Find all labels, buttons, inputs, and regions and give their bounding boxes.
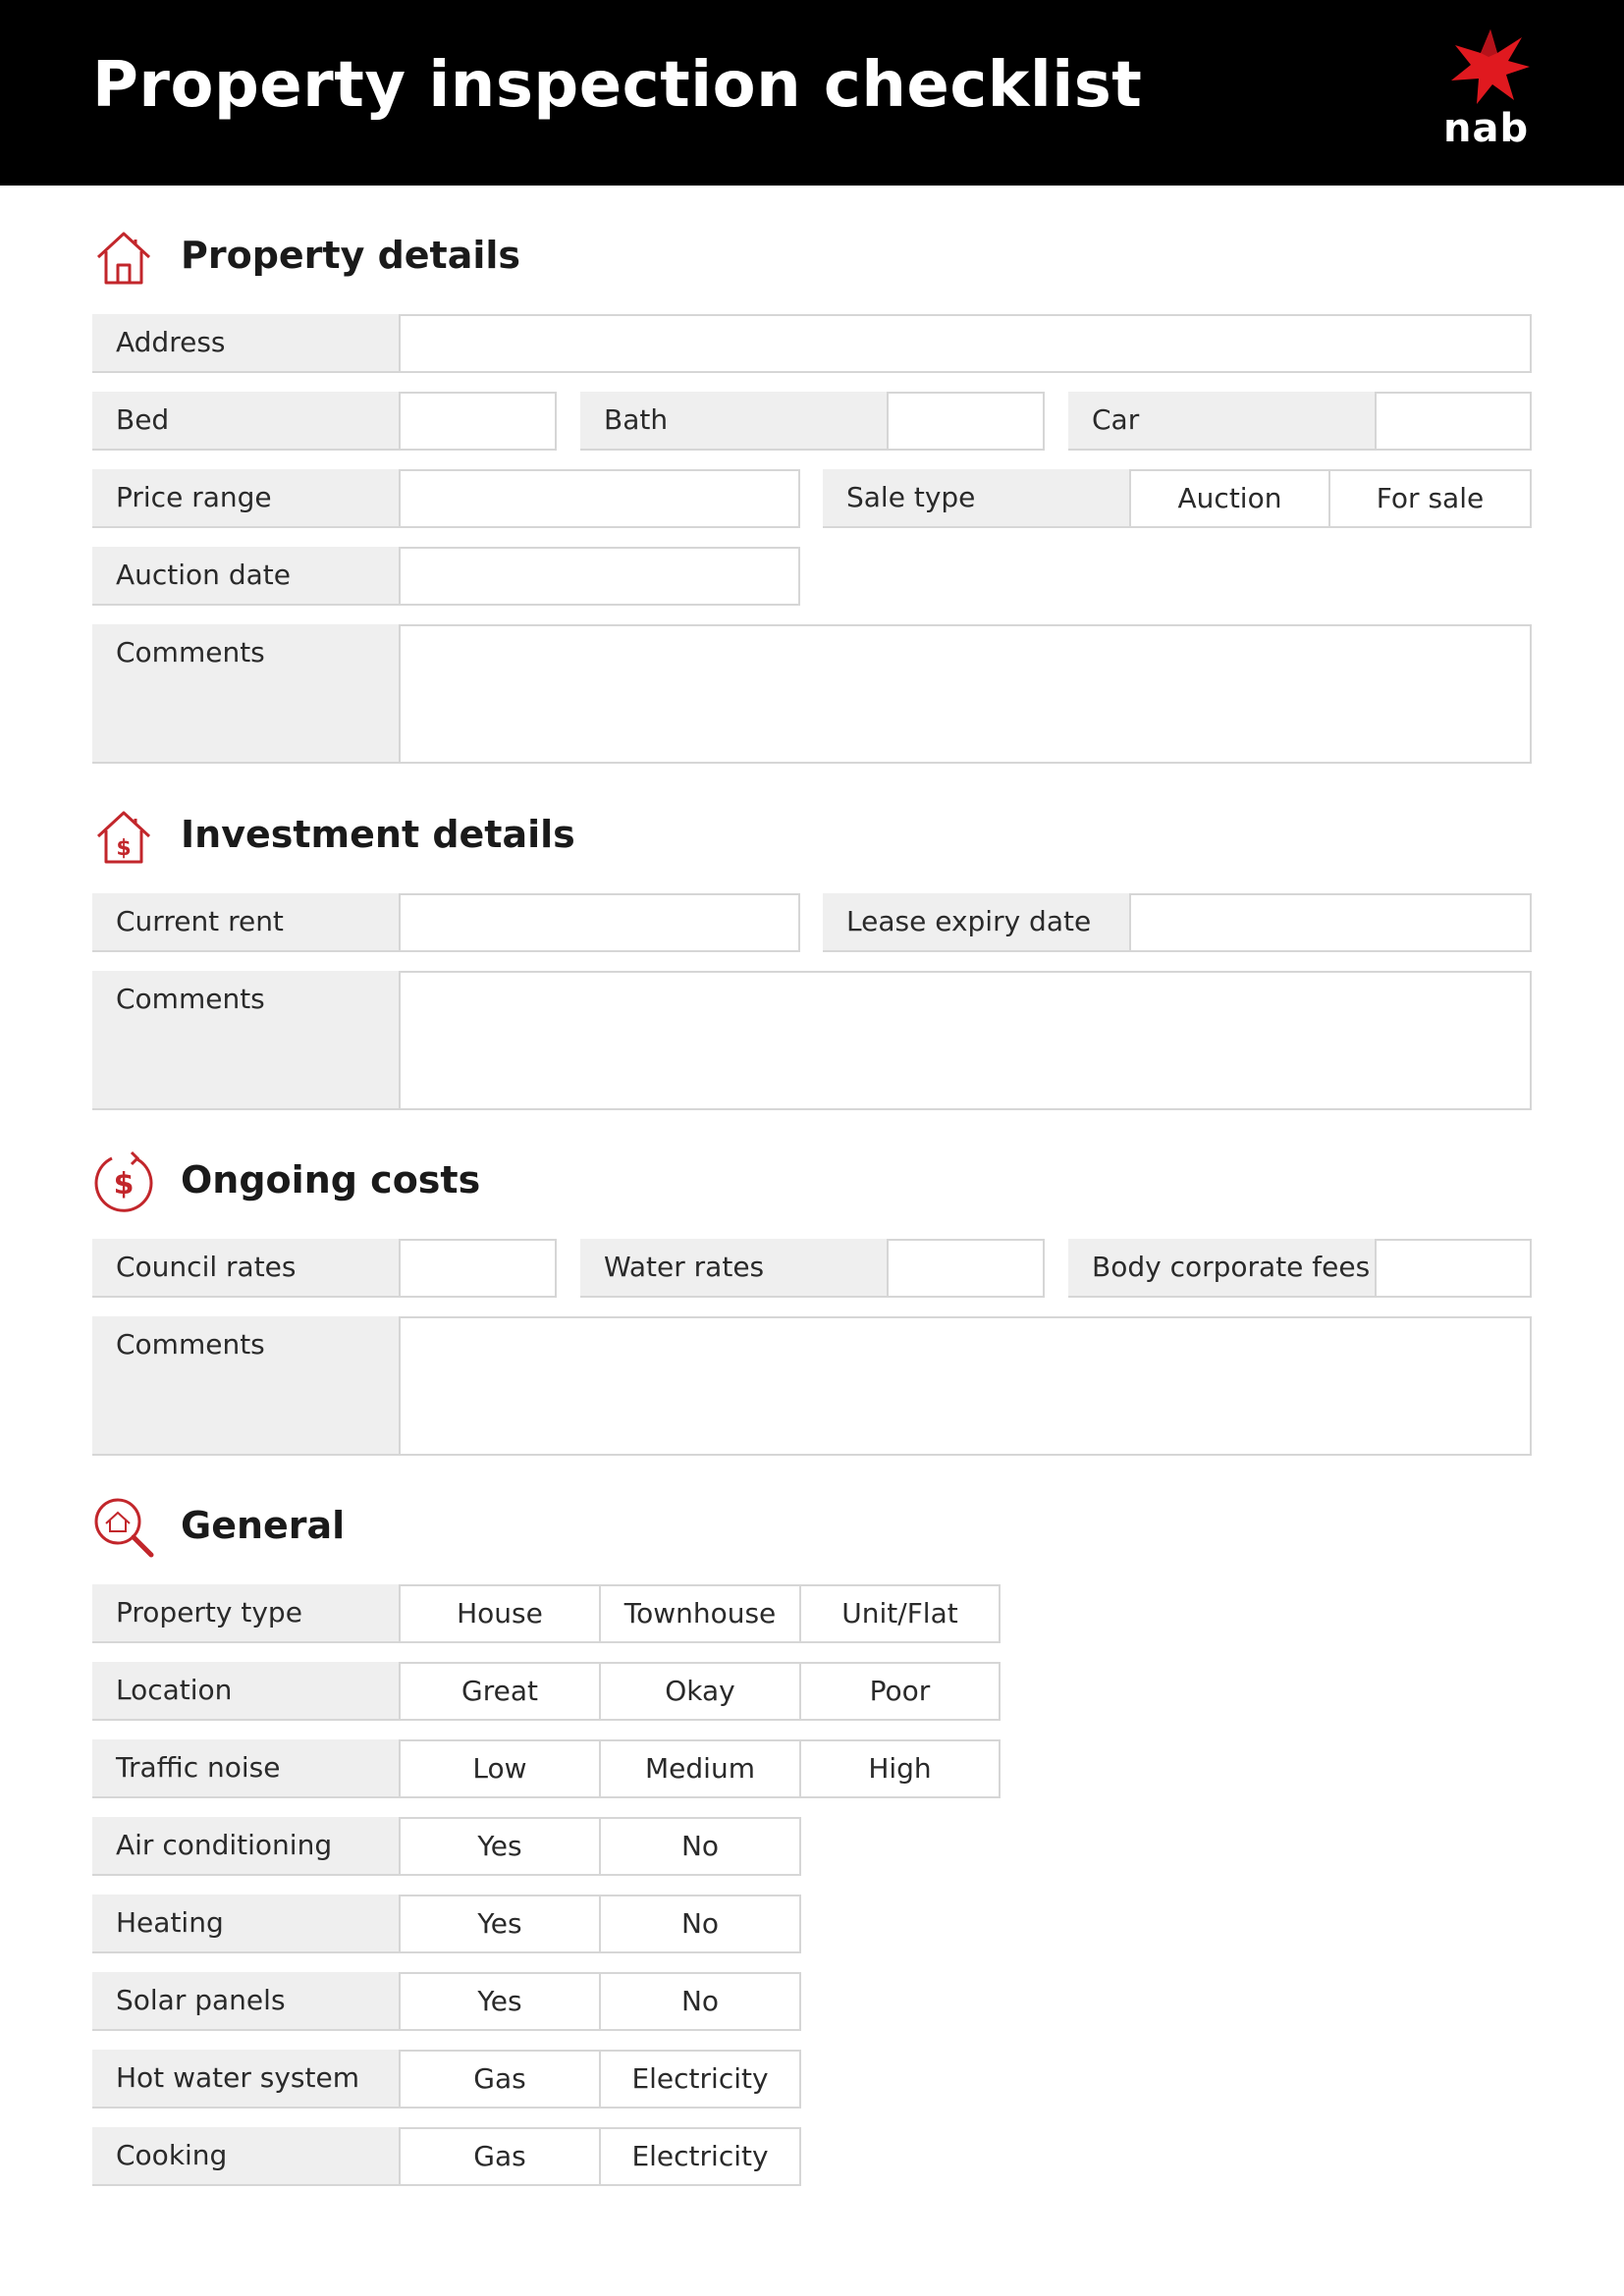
option-gas[interactable]: Gas	[399, 2050, 601, 2109]
auction-date-field[interactable]	[399, 547, 800, 606]
bath-field[interactable]	[887, 392, 1045, 451]
traffic-noise-row	[92, 1739, 1001, 1798]
option-poor[interactable]: Poor	[799, 1662, 1001, 1721]
price-range-field[interactable]	[399, 469, 800, 528]
section-title: General	[181, 1504, 346, 1547]
location-label: Location	[92, 1662, 399, 1721]
water-rates-label: Water rates	[580, 1239, 887, 1298]
costs-comments-field[interactable]	[399, 1316, 1532, 1456]
current-rent-field[interactable]	[399, 893, 800, 952]
auction-date-row	[92, 547, 801, 606]
option-house[interactable]: House	[399, 1584, 601, 1643]
current-rent-label: Current rent	[92, 893, 399, 952]
option-okay[interactable]: Okay	[599, 1662, 801, 1721]
bed-field[interactable]	[399, 392, 557, 451]
house-icon	[92, 226, 155, 289]
option-yes[interactable]: Yes	[399, 1895, 601, 1953]
property-comments-row	[92, 624, 1532, 683]
option-great[interactable]: Great	[399, 1662, 601, 1721]
price-range-label: Price range	[92, 469, 399, 528]
bed-bath-car-row	[92, 392, 1532, 451]
option-yes[interactable]: Yes	[399, 1972, 601, 2031]
house-search-icon	[92, 1496, 155, 1559]
council-rates-field[interactable]	[399, 1239, 557, 1298]
body-corporate-label: Body corporate fees	[1068, 1239, 1375, 1298]
option-no[interactable]: No	[599, 1895, 801, 1953]
price-sale-row	[92, 469, 1532, 528]
hot-water-label: Hot water system	[92, 2050, 399, 2109]
property-type-row	[92, 1584, 1001, 1643]
investment-comments-row	[92, 971, 1532, 1030]
dollar-cycle-icon	[92, 1150, 155, 1213]
traffic-noise-label: Traffic noise	[92, 1739, 399, 1798]
investment-comments-field[interactable]	[399, 971, 1532, 1110]
hot-water-row	[92, 2050, 801, 2109]
house-dollar-icon	[92, 805, 155, 868]
sale-type-label: Sale type	[823, 469, 1129, 528]
option-no[interactable]: No	[599, 1817, 801, 1876]
rates-row	[92, 1239, 1532, 1298]
svg-text:$: $	[113, 1167, 135, 1201]
comments-label: Comments	[92, 1316, 399, 1456]
option-no[interactable]: No	[599, 1972, 801, 2031]
lease-expiry-label: Lease expiry date	[823, 893, 1129, 952]
section-title: Investment details	[181, 813, 575, 856]
bath-label: Bath	[580, 392, 887, 451]
option-medium[interactable]: Medium	[599, 1739, 801, 1798]
cooking-row	[92, 2127, 801, 2186]
rent-lease-row	[92, 893, 1532, 952]
address-label: Address	[92, 314, 399, 373]
cooking-label: Cooking	[92, 2127, 399, 2186]
option-unit-flat[interactable]: Unit/Flat	[799, 1584, 1001, 1643]
car-label: Car	[1068, 392, 1375, 451]
option-electricity[interactable]: Electricity	[599, 2050, 801, 2109]
property-comments-field[interactable]	[399, 624, 1532, 764]
brand-name: nab	[1443, 106, 1530, 151]
address-row	[92, 314, 1532, 373]
option-high[interactable]: High	[799, 1739, 1001, 1798]
air-conditioning-row	[92, 1817, 801, 1876]
section-title: Property details	[181, 234, 521, 277]
heating-label: Heating	[92, 1895, 399, 1953]
location-row	[92, 1662, 1001, 1721]
water-rates-field[interactable]	[887, 1239, 1045, 1298]
solar-panels-label: Solar panels	[92, 1972, 399, 2031]
address-field[interactable]	[399, 314, 1532, 373]
star-logo-icon	[1443, 27, 1532, 106]
option-gas[interactable]: Gas	[399, 2127, 601, 2186]
svg-text:$: $	[116, 836, 132, 861]
section-title: Ongoing costs	[181, 1158, 481, 1201]
sale-option-auction[interactable]: Auction	[1129, 469, 1330, 528]
bed-label: Bed	[92, 392, 399, 451]
option-townhouse[interactable]: Townhouse	[599, 1584, 801, 1643]
council-rates-label: Council rates	[92, 1239, 399, 1298]
option-yes[interactable]: Yes	[399, 1817, 601, 1876]
body-corporate-field[interactable]	[1375, 1239, 1532, 1298]
comments-label: Comments	[92, 624, 399, 764]
solar-panels-row	[92, 1972, 801, 2031]
auction-date-label: Auction date	[92, 547, 399, 606]
heating-row	[92, 1895, 801, 1953]
option-electricity[interactable]: Electricity	[599, 2127, 801, 2186]
car-field[interactable]	[1375, 392, 1532, 451]
lease-expiry-field[interactable]	[1129, 893, 1532, 952]
option-low[interactable]: Low	[399, 1739, 601, 1798]
brand-logo	[1434, 27, 1551, 155]
comments-label: Comments	[92, 971, 399, 1110]
page-title: Property inspection checklist	[92, 49, 1143, 122]
sale-option-for-sale[interactable]: For sale	[1328, 469, 1532, 528]
costs-comments-row	[92, 1316, 1532, 1375]
page-header	[0, 0, 1624, 186]
air-conditioning-label: Air conditioning	[92, 1817, 399, 1876]
property-type-label: Property type	[92, 1584, 399, 1643]
